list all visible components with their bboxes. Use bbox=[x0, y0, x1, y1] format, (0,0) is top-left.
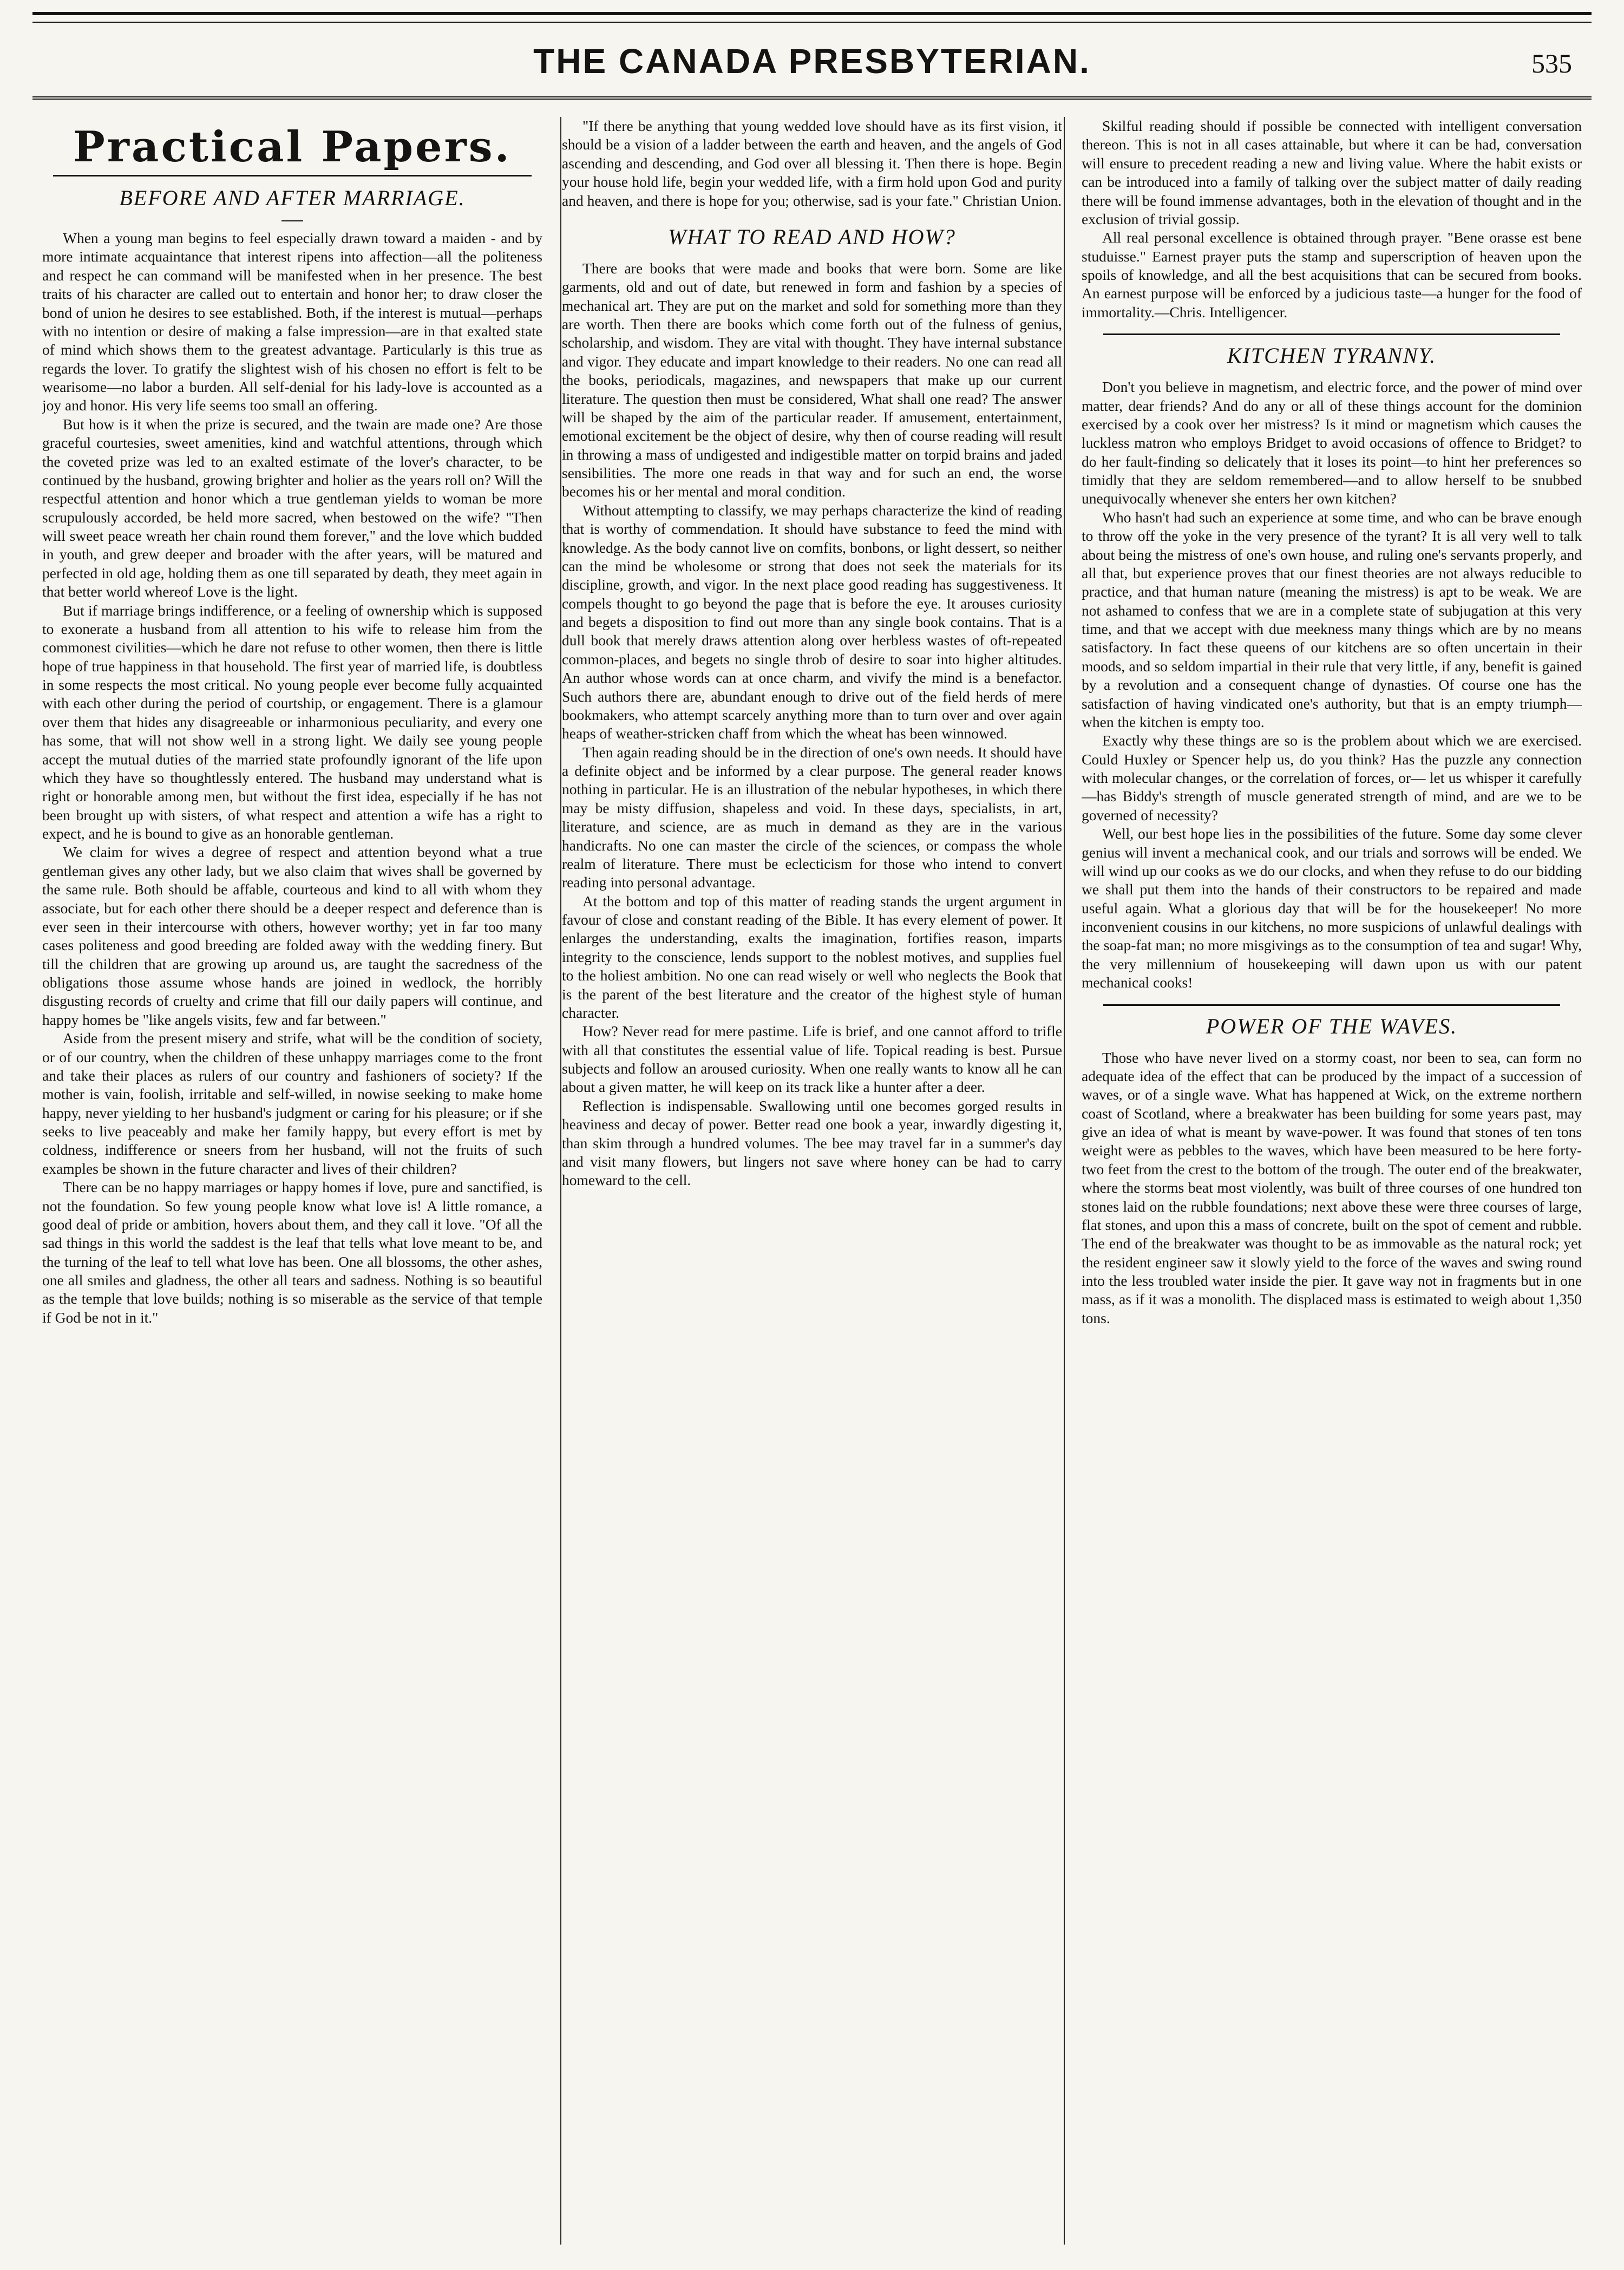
article-paragraph: Then again reading should be in the direction of one's own needs. It should have a definite object and be informed by a clear purpose. The general reader knows nothing in particular. He is an illustration of the nebular hypotheses, in which there may be misty diffusion, shapeless and void. In these days, specialists, in art, literature, and science, are as much in demand as they are in the various handicrafts. No one can master the circle of the sciences, or compass the whole realm of literature. There must be eclecticism for those who intend to convert reading into personal advantage. bbox=[562, 743, 1062, 891]
article-paragraph: Exactly why these things are so is the problem about which we are exercised. Could Huxley or Spencer help us, do you think? Has the puzzle any connection with molecular changes, or the correlation of forces, or— let us whisper it carefully—has Biddy's strength of muscle generated strength of mind, and are we to be governed of necessity? bbox=[1082, 732, 1582, 823]
article-paragraph: But how is it when the prize is secured, and the twain are made one? Are those graceful courtesies, sweet amenities, kind and watchful attentions, through which the coveted prize was led to an exalted estimate of the lover's character, to be continued by the husband, growing brighter and holier as the years roll on? Will the respectful attention and honor which a true gentleman yields to woman be more scrupulously accorded, be held more sacred, when bestowed on the wife? "Then will sweet peace wreath her chain round them forever," and the love which budded in youth, and grew deeper and broader with the after years, will be matured and perfected in old age, holding them as one till separated by death, they meet again in that better world whereof Love is the light. bbox=[42, 415, 542, 600]
article-paragraph: We claim for wives a degree of respect and attention beyond what a true gentleman gives any other lady, but we also claim that wives shall be governed by the same rule. Both should be affable, courteous and kind to all with whom they associate, but for each other there should be a deeper respect and deference than is ever seen in their intercourse with others, however worthy; yet in far too many cases politeness and good breeding are folded away with the wedding finery. But till the children that are growing up around us, are taught the sacredness of the obligations those assume whose hands are joined in wedlock, the horribly disgusting records of cruelty and crime that fill our daily papers will continue, and happy homes be "like angels visits, few and far between." bbox=[42, 843, 542, 1028]
article-paragraph: Reflection is indispensable. Swallowing until one becomes gorged results in heaviness and decay of power. Better read one book a year, inwardly digesting it, than skim through a hundred volumes. The bee may travel far in a summer's day and visit many flowers, but lingers not save where honey can be had to carry homeward to the cell. bbox=[562, 1097, 1062, 1189]
masthead: THE CANADA PRESBYTERIAN. bbox=[533, 42, 1091, 81]
article-rule bbox=[1103, 1004, 1560, 1006]
department-rule bbox=[53, 175, 532, 176]
article-paragraph: Those who have never lived on a stormy coast, nor been to sea, can form no adequate idea of the effect that can be produced by the impact of a succession of waves, or of a single wave. What has happened at Wick, on the extreme northern coast of Scotland, where a breakwater has been building for some years past, may give an idea of what is meant by wave-power. It was found that stones of ten tons weight were as pebbles to the waves, which have been measured to be here forty-two feet from the crest to the bottom of the trough. The outer end of the breakwater, where the storms beat most violently, was built of three courses of one hundred ton stones laid on the rubble foundations; next above these were three courses of large, flat stones, and upon this a mass of concrete, built on the spot of cement and rubble. The end of the breakwater was thought to be as immovable as the natural rock; yet the resident engineer saw it slowly yield to the force of the waves and swing round into the less troubled water inside the pier. It gave way not in fragments but in one mass, as if it was a monolith. The displaced mass is estimated to weigh about 1,350 tons. bbox=[1082, 1049, 1582, 1326]
article-title: POWER OF THE WAVES. bbox=[1206, 1013, 1458, 1038]
top-rule-thin bbox=[32, 22, 1592, 23]
column-2 bbox=[562, 117, 1062, 2250]
column-1 bbox=[42, 117, 542, 2250]
article-title: KITCHEN TYRANNY. bbox=[1227, 343, 1437, 368]
article-title: WHAT TO READ AND HOW? bbox=[668, 224, 956, 249]
article-paragraph: Without attempting to classify, we may perhaps characterize the kind of reading that is worthy of commendation. It should have substance to feed the mind with knowledge. As the body cannot live on comfits, bonbons, or light dessert, so neither can the mind be wholesome or strong that does not seek the materials for its discipline, growth, and vigor. In the next place good reading has suggestiveness. It compels thought to go beyond the page that is before the eye. It arouses curiosity and begets a disposition to find out more than any single book contains. That is a dull book that merely draws attention along over herbless wastes of oft-repeated common-places, and begets no single throb of desire to soar into higher altitudes. An author whose words can at once charm, and vivify the mind is a benefactor. Such authors there are, abundant enough to drive out of the field herds of mere bookmakers, who attempt scarcely anything more than to turn over and over again heaps of weather-stricken chaff from which the wheat has been winnowed. bbox=[562, 501, 1062, 742]
article-paragraph: Skilful reading should if possible be connected with intelligent conversation thereon. This is not in all cases attainable, but where it can be had, conversation will ensure to precedent reading a new and living value. Where the habit exists or can be introduced into a family of talking over the subject matter of daily reading there will be found immense advantages, both in the elevation of thought and in the exclusion of trivial gossip. bbox=[1082, 117, 1582, 227]
column-3 bbox=[1082, 117, 1582, 2250]
article-rule bbox=[1103, 333, 1560, 335]
article-paragraph: There can be no happy marriages or happy homes if love, pure and sanctified, is not the foundation. So few young people know what love is! A little romance, a good deal of pride or ambition, hovers about them, and they call it love. "Of all the sad things in this world the saddest is the leaf that tells what love meant to be, and the turning of the leaf to tell what love has been. One all blossoms, the other ashes, one all smiles and gladness, the other all tears and sadness. Nothing is so beautiful as the temple that love builds; nothing is so miserable as the service of that temple if God be not in it." bbox=[42, 1179, 542, 1326]
article-paragraph: "If there be anything that young wedded love should have as its first vision, it should be a vision of a ladder between the earth and heaven, and the angels of God ascending and descending, and God over all blessing it. Then there is hope. Begin your house hold life, begin your wedded life, with a firm hold upon God and purity and heaven, and there is hope for you; otherwise, sad is your fate." Christian Union. bbox=[562, 117, 1062, 209]
article-paragraph: Well, our best hope lies in the possibilities of the future. Some day some clever genius will invent a mechanical cook, and our trials and sorrows will be ended. We will wind up our cooks as we do our clocks, and when they refuse to do our bidding we shall put them into the hands of their constructors to be repaired and made useful again. What a glorious day that will be for the housekeeper! No more inconvenient cousins in our kitchens, no more suspicions of unlawful dealings with the soap-fat man; no more misgivings as to the consumption of tea and sugar! Why, the very millennium of housekeeping will dawn upon us with our patent mechanical cooks! bbox=[1082, 825, 1582, 991]
article-paragraph: Aside from the present misery and strife, what will be the condition of society, or of our country, when the children of these unhappy marriages come to the front and take their places as rulers of our country and fashioners of society? If the mother is vain, foolish, irritable and self-willed, in nowise seeking to make home happy, never yielding to her husband's judgment or caring for his pleasure; or if she seeks to live peaceably and make her family happy, but every effort is met by coldness, indifference or sneers from her husband, will not the fruits of such examples be shown in the future character and lives of their children? bbox=[42, 1030, 542, 1177]
article-paragraph: But if marriage brings indifference, or a feeling of ownership which is supposed to exonerate a husband from all attention to his wife to release him from the commonest civilities—which he dare not refuse to other women, then there is little hope of true happiness in that household. The first year of married life, is doubtless in some respects the most critical. No young people ever become fully acquainted with each other during the period of courtship, or engagement. There is a glamour over them that hides any disagreeable or inharmonious peculiarity, and every one has some, that will not show well in a strong light. We daily see young people accept the mutual duties of the married state profoundly ignorant of the life upon which they have so thoughtlessly entered. The husband may understand what is right or honorable among men, but without the first idea, especially if he has not been brought up with sisters, of what respect and attention a wife has a right to expect, and he is bound to give as an honorable gentleman. bbox=[42, 601, 542, 842]
top-rule bbox=[32, 12, 1592, 15]
article-title: BEFORE AND AFTER MARRIAGE. bbox=[119, 186, 466, 210]
title-dash bbox=[281, 220, 303, 221]
header-rule bbox=[32, 96, 1592, 102]
article-paragraph: Who hasn't had such an experience at some time, and who can be brave enough to throw off the yoke in the very presence of the tyrant? It is all very well to talk about being the mistress of one's own house, and ruling one's servants properly, and all that, but experience proves that our finest theories are not always reducible to practice, and that human nature (meaning the mistress) is apt to be weak. We are not ashamed to confess that we are in a complete state of subjugation at this very time, and that we accept with due meekness many things which are by no means satisfactory. In fact these queens of our kitchens are so often uncertain in their moods, and so seldom impartial in their rule that very little, if any, benefit is gained by a revolution and a consequent change of dynasties. Of course one has the satisfaction of having vindicated one's authority, but that is an empty triumph—when the kitchen is empty too. bbox=[1082, 508, 1582, 730]
article-paragraph: There are books that were made and books that were born. Some are like garments, old and out of date, but renewed in form and fashion by a species of mechanical art. They are put on the market and sold for something more than they are worth. Then there are books which come forth out of the fulness of genius, scholarship, and wisdom. They are vital with thought. They have internal substance and vigor. They educate and impart knowledge to their readers. No one can read all the books, periodicals, magazines, and newspapers that make up our current literature. The question then must be considered, What shall one read? The answer will be shaped by the aim of the particular reader. If amusement, entertainment, emotional excitement be the object of desire, why then of course reading will result in throwing a mass of undigested and indigestible matter on torpid brains and jaded sensibilities. The more one reads in that way and for such an end, the worse becomes his or her mental and moral condition. bbox=[562, 259, 1062, 500]
article-paragraph: At the bottom and top of this matter of reading stands the urgent argument in favour of close and constant reading of the Bible. It has every element of power. It enlarges the understanding, exalts the imagination, fortifies reason, imparts integrity to the conscience, lends support to the noblest motives, and supplies fuel to the holiest ambition. No one can read wisely or well who neglects the Book that is the parent of the best literature and the creator of the highest style of human character. bbox=[562, 892, 1062, 1021]
article-paragraph: When a young man begins to feel especially drawn toward a maiden - and by more intimate acquaintance that interest ripens into affection—all the politeness and respect he can command will be manifested when in her presence. The best traits of his character are called out to entertain and honor her; to draw closer the bond of union he desires to see established. Both, if the interest is mutual—perhaps with no intention or desire of making a false impression—are in that exalted state of mind which shows them to the greatest advantage. Particularly is this true as regards the lover. To gratify the slightest wish of his chosen no effort is felt to be wearisome—no labor a burden. All self-denial for his lady-love is accounted as a joy and honor. His very life seems too small an offering. bbox=[42, 230, 542, 414]
article-paragraph: How? Never read for mere pastime. Life is brief, and one cannot afford to trifle with all that constitutes the essential value of life. Topical reading is best. Pursue subjects and follow an aroused curiosity. When one really wants to know all he can about a given matter, he will keep on its track like a hunter after a deer. bbox=[562, 1023, 1062, 1096]
columns bbox=[42, 117, 1582, 2250]
page-number: 535 bbox=[1531, 48, 1572, 78]
article-paragraph: All real personal excellence is obtained through prayer. "Bene orasse est bene studuisse." Earnest prayer puts the stamp and superscription of heaven upon the spoils of knowledge, and all the best acquisitions that can be secured from books. An earnest purpose will be enforced by a judicious taste—a hunger for the food of immortality.—Chris. Intelligencer. bbox=[1082, 229, 1582, 320]
article-paragraph: Don't you believe in magnetism, and electric force, and the power of mind over matter, dear friends? And do any or all of these things account for the dominion exercised by a cook over her mistress? Is it mind or magnetism which causes the luckless matron who employs Bridget to avoid occasions of offence to Bridget? to do her fault-finding so delicately that it loses its point—to hint her preferences so timidly that they are seldom remembered—and to allow herself to be snubbed unequivocally whenever she enters her own kitchen? bbox=[1082, 378, 1582, 507]
department-title: Practical Papers. bbox=[73, 122, 512, 172]
page-header bbox=[32, 41, 1592, 95]
